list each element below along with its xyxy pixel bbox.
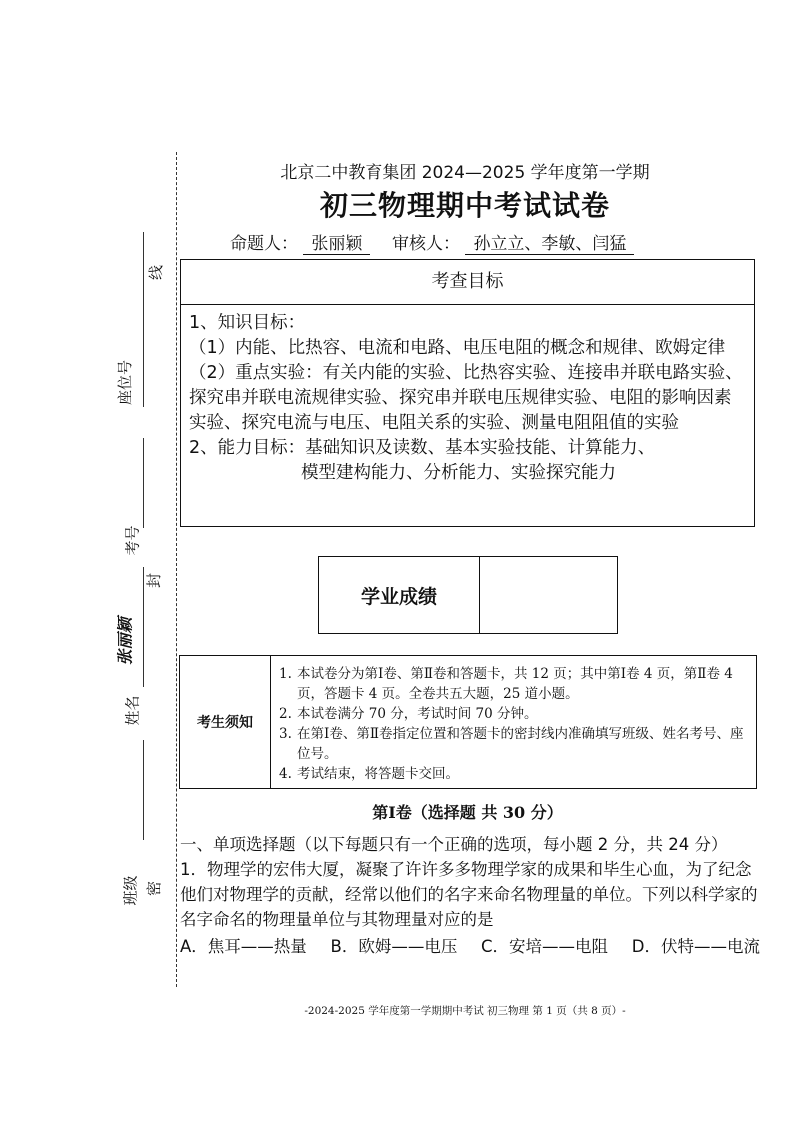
reviewer-names: 孙立立、李敏、闫猛 [465,229,634,255]
notice-item-number: 3. [279,726,292,742]
author-label: 命题人： [230,234,298,254]
option-b: B．欧姆——电压 [330,937,458,956]
class-write-line [143,740,144,840]
notice-label: 考生须知 [180,656,271,788]
reviewer-label: 审核人： [392,234,461,254]
handwritten-name: 张丽颖 [115,617,135,666]
notice-item-number: 1. [279,666,292,682]
question-area [180,832,760,959]
name-label: 姓名 [123,695,142,726]
exam-number-write-line [143,438,144,528]
notice-item-number: 2. [279,706,292,722]
objective-line: 1、知识目标： [189,313,306,333]
objective-line: 模型建构能力、分析能力、实验探究能力 [301,463,616,483]
binding-secret-char: 密 [145,880,164,897]
authors-line [230,229,710,255]
name-write-line [143,567,144,687]
notice-item-text: 在第Ⅰ卷、第Ⅱ卷指定位置和答题卡的密封线内准确填写班级、姓名考号、座位号。 [297,726,744,762]
notice-item [279,704,748,724]
score-value-cell [480,557,617,633]
notice-item-text: 本试卷满分 70 分，考试时间 70 分钟。 [297,706,538,722]
objective-line: （1）内能、比热容、电流和电路、电压电阻的概念和规律、欧姆定律 [189,338,726,358]
option-c: C．安培——电阻 [481,937,609,956]
question-1-stem: 1．物理学的宏伟大厦，凝聚了许许多多物理学家的成果和毕生心血，为了纪念他们对物理学的贡献，经常以他们的名字来命名物理量的单位。下列以科学家的名字命名的物理量单位与其物理量对应的是 [180,860,758,929]
binding-line-char: 线 [147,264,166,281]
score-table [318,556,618,634]
binding-seal-char: 封 [145,572,164,589]
notice-item-text: 考试结束，将答题卡交回。 [297,766,459,782]
section-title: 第Ⅰ卷（选择题 共 30 分） [372,803,563,822]
seat-number-write-line [143,232,144,407]
page-footer: -2024-2025 学年度第一学期期中考试 初三物理 第 1 页（共 8 页）- [304,1005,626,1017]
seat-number-label: 座位号 [116,359,135,406]
exam-number-label: 考号 [123,525,142,556]
notice-item [279,764,748,784]
objective-line: （2）重点实验：有关内能的实验、比热容实验、连接串并联电路实验、探究串并联电流规律实验、探究串并联电压规律实验、电阻的影响因素实验、探究电流与电压、电阻关系的实验、测量电阻阻值的实验 [189,363,743,433]
binding-dashed-line [176,152,177,987]
part-heading: 一、单项选择题（以下每题只有一个正确的选项，每小题 2 分，共 24 分） [180,835,728,854]
objectives-body [181,305,754,486]
class-label: 班级 [121,875,140,906]
notice-item [279,664,748,704]
notice-item-text: 本试卷分为第Ⅰ卷、第Ⅱ卷和答题卡，共 12 页；其中第Ⅰ卷 4 页，第Ⅱ卷 4 页，答题卡 4 页。全卷共五大题，25 道小题。 [297,666,733,702]
objectives-box [180,259,755,527]
question-1-options [180,934,760,959]
notice-item [279,724,748,764]
objective-line: 2、能力目标：基础知识及读数、基本实验技能、计算能力、 [189,438,656,458]
notice-list [271,656,756,788]
notice-item-number: 4. [279,766,292,782]
objectives-heading: 考查目标 [181,260,754,305]
exam-title: 初三物理期中考试试卷 [319,189,610,222]
option-a: A．焦耳——热量 [180,937,307,956]
school-term-line: 北京二中教育集团 2024—2025 学年度第一学期 [280,163,650,183]
exam-notice-table [179,655,757,789]
option-d: D．伏特——电流 [631,937,760,956]
author-name: 张丽颖 [303,229,370,255]
score-label: 学业成绩 [319,557,480,633]
